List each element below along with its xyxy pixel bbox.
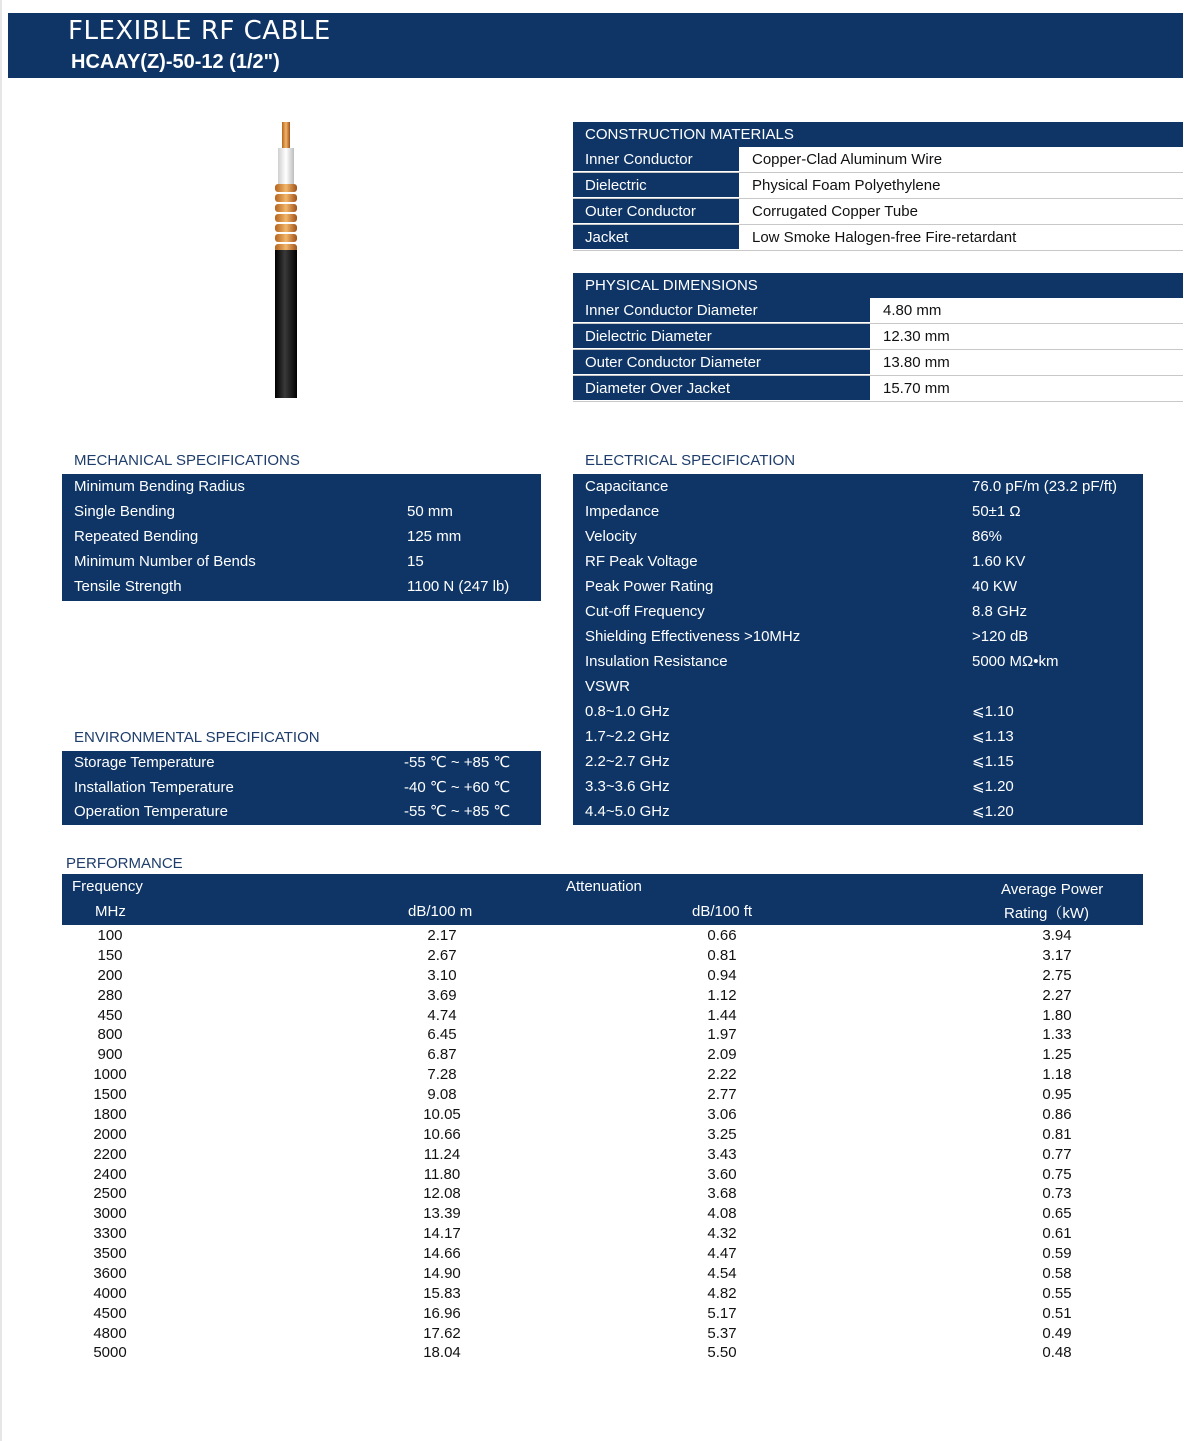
table-row bbox=[573, 699, 1143, 724]
attenuation-db-m-cell: 14.17 bbox=[423, 1225, 461, 1243]
spec-label: Impedance bbox=[585, 503, 660, 520]
average-power-header: Average Power bbox=[1001, 881, 1104, 898]
table-row bbox=[573, 624, 1143, 649]
table-row bbox=[62, 1045, 1143, 1065]
attenuation-db-ft-cell: 3.25 bbox=[707, 1125, 737, 1143]
spec-label: Storage Temperature bbox=[74, 754, 215, 771]
frequency-cell: 900 bbox=[97, 1046, 123, 1064]
frequency-cell: 4800 bbox=[93, 1324, 127, 1342]
table-row bbox=[62, 1025, 1143, 1045]
physical-dimensions-table bbox=[573, 273, 1183, 402]
attenuation-db-ft-cell: 5.37 bbox=[707, 1324, 737, 1342]
frequency-cell: 2200 bbox=[93, 1145, 127, 1163]
table-row bbox=[62, 800, 541, 825]
spec-value: -55 ℃ ~ +85 ℃ bbox=[404, 803, 511, 820]
spec-value: 40 KW bbox=[972, 578, 1018, 595]
spec-label: Cut-off Frequency bbox=[585, 603, 705, 620]
construction-value: Copper-Clad Aluminum Wire bbox=[752, 151, 943, 168]
table-row bbox=[62, 1343, 1143, 1363]
table-row bbox=[62, 776, 541, 801]
average-power-cell: 2.27 bbox=[1042, 986, 1072, 1004]
attenuation-db-ft-cell: 1.97 bbox=[707, 1026, 737, 1044]
average-power-cell: 0.95 bbox=[1042, 1086, 1072, 1103]
construction-key: Inner Conductor bbox=[573, 147, 739, 172]
average-power-cell: 2.75 bbox=[1042, 966, 1072, 984]
spec-value: 8.8 GHz bbox=[972, 603, 1028, 620]
table-row bbox=[573, 474, 1143, 499]
spec-label: 2.2~2.7 GHz bbox=[585, 753, 670, 770]
table-row bbox=[573, 147, 1183, 173]
attenuation-db-m-cell: 15.83 bbox=[423, 1284, 461, 1302]
table-row bbox=[573, 649, 1143, 674]
spec-label: Installation Temperature bbox=[74, 778, 234, 796]
average-power-cell: 0.59 bbox=[1042, 1245, 1072, 1262]
spec-value: >120 dB bbox=[972, 628, 1029, 645]
average-power-cell: 0.51 bbox=[1042, 1304, 1072, 1322]
environmental-specification-table bbox=[62, 751, 541, 825]
table-row bbox=[62, 1304, 1143, 1324]
attenuation-db-ft-cell: 3.68 bbox=[707, 1185, 737, 1203]
spec-label: Velocity bbox=[585, 528, 637, 545]
table-row bbox=[573, 749, 1143, 774]
spec-label: Operation Temperature bbox=[74, 803, 228, 820]
page-header bbox=[8, 13, 1183, 78]
page-left-border bbox=[0, 0, 2, 1441]
frequency-cell: 800 bbox=[97, 1026, 123, 1044]
spec-label: Shielding Effectiveness >10MHz bbox=[585, 628, 801, 645]
table-row bbox=[573, 499, 1143, 524]
spec-value: 76.0 pF/m (23.2 pF/ft) bbox=[972, 478, 1118, 495]
table-row bbox=[62, 1244, 1143, 1264]
attenuation-db-ft-cell: 1.12 bbox=[707, 986, 737, 1004]
table-row bbox=[573, 225, 1183, 251]
attenuation-db-m-cell: 16.96 bbox=[423, 1304, 461, 1322]
spec-value: ⩽1.20 bbox=[972, 778, 1014, 795]
page-title: FLEXIBLE RF CABLE bbox=[68, 16, 331, 46]
construction-title: CONSTRUCTION MATERIALS bbox=[573, 122, 1183, 147]
frequency-cell: 3500 bbox=[93, 1245, 127, 1262]
attenuation-db-ft-cell: 5.17 bbox=[707, 1304, 737, 1322]
table-row bbox=[573, 574, 1143, 599]
construction-materials-table bbox=[573, 122, 1183, 251]
attenuation-db-m-cell: 13.39 bbox=[423, 1205, 461, 1223]
spec-label: Capacitance bbox=[585, 478, 669, 495]
average-power-cell: 0.61 bbox=[1042, 1225, 1072, 1243]
frequency-cell: 4000 bbox=[93, 1284, 127, 1302]
attenuation-db-m-cell: 14.90 bbox=[423, 1264, 461, 1282]
construction-key: Outer Conductor bbox=[573, 199, 739, 224]
average-power-cell: 0.86 bbox=[1042, 1105, 1072, 1123]
spec-value: -55 ℃ ~ +85 ℃ bbox=[404, 754, 511, 771]
frequency-cell: 2500 bbox=[93, 1185, 127, 1203]
attenuation-db-m-cell: 11.24 bbox=[423, 1145, 461, 1163]
environmental-title: ENVIRONMENTAL SPECIFICATION bbox=[74, 729, 320, 746]
frequency-cell: 4500 bbox=[93, 1304, 127, 1322]
attenuation-db-ft-cell: 0.81 bbox=[707, 946, 737, 964]
average-power-cell: 3.17 bbox=[1042, 946, 1072, 964]
mechanical-specifications-table bbox=[62, 474, 541, 601]
db-per-100ft-header: dB/100 ft bbox=[692, 903, 753, 920]
frequency-cell: 3600 bbox=[93, 1264, 127, 1282]
frequency-cell: 5000 bbox=[93, 1344, 127, 1362]
table-row bbox=[62, 926, 1143, 946]
spec-label: 3.3~3.6 GHz bbox=[585, 778, 670, 795]
spec-value: ⩽1.13 bbox=[972, 728, 1014, 745]
table-row bbox=[573, 199, 1183, 225]
table-row bbox=[62, 574, 541, 599]
average-power-cell: 0.65 bbox=[1042, 1205, 1072, 1223]
construction-value: Low Smoke Halogen-free Fire-retardant bbox=[752, 229, 1017, 246]
average-power-cell: 1.33 bbox=[1042, 1026, 1072, 1044]
frequency-header: Frequency bbox=[72, 878, 143, 895]
attenuation-db-m-cell: 3.10 bbox=[427, 966, 457, 984]
table-row bbox=[62, 946, 1143, 966]
frequency-cell: 280 bbox=[97, 986, 123, 1004]
spec-value: 15 bbox=[407, 553, 424, 570]
spec-label: Single Bending bbox=[74, 503, 175, 520]
average-power-cell: 0.73 bbox=[1042, 1185, 1072, 1203]
attenuation-db-m-cell: 6.87 bbox=[427, 1046, 457, 1064]
construction-key: Dielectric bbox=[573, 173, 739, 198]
frequency-cell: 3300 bbox=[93, 1225, 127, 1243]
attenuation-db-m-cell: 7.28 bbox=[427, 1066, 457, 1084]
construction-value: Corrugated Copper Tube bbox=[752, 203, 918, 220]
attenuation-db-ft-cell: 4.54 bbox=[707, 1264, 737, 1282]
table-row bbox=[62, 1006, 1143, 1026]
table-row bbox=[62, 1105, 1143, 1125]
average-power-cell: 0.49 bbox=[1042, 1324, 1072, 1342]
attenuation-db-ft-cell: 4.82 bbox=[707, 1284, 737, 1302]
average-power-cell: 0.58 bbox=[1042, 1264, 1072, 1282]
spec-value: 5000 MΩ•km bbox=[972, 653, 1059, 670]
attenuation-db-ft-cell: 2.77 bbox=[707, 1086, 737, 1103]
attenuation-db-ft-cell: 3.60 bbox=[707, 1165, 737, 1183]
frequency-cell: 1000 bbox=[93, 1066, 127, 1084]
electrical-title: ELECTRICAL SPECIFICATION bbox=[585, 452, 796, 469]
table-row bbox=[62, 966, 1143, 986]
spec-label: Tensile Strength bbox=[74, 578, 182, 595]
attenuation-db-ft-cell: 2.09 bbox=[707, 1046, 737, 1064]
frequency-cell: 2000 bbox=[93, 1125, 127, 1143]
attenuation-db-m-cell: 2.17 bbox=[427, 927, 457, 944]
table-row bbox=[573, 799, 1143, 824]
power-rating-header: Rating（kW) bbox=[1004, 905, 1090, 922]
attenuation-db-m-cell: 4.74 bbox=[427, 1006, 457, 1024]
spec-label: Repeated Bending bbox=[74, 528, 199, 545]
table-row bbox=[62, 1184, 1143, 1204]
physical-value: 13.80 mm bbox=[883, 354, 950, 371]
attenuation-db-m-cell: 6.45 bbox=[427, 1026, 457, 1044]
attenuation-db-ft-cell: 0.66 bbox=[707, 927, 737, 944]
physical-title: PHYSICAL DIMENSIONS bbox=[573, 273, 1183, 298]
attenuation-db-m-cell: 17.62 bbox=[423, 1324, 461, 1342]
table-row bbox=[62, 1065, 1143, 1085]
construction-key: Jacket bbox=[573, 225, 739, 250]
average-power-cell: 1.18 bbox=[1042, 1066, 1072, 1084]
performance-title: PERFORMANCE bbox=[66, 855, 183, 872]
table-row bbox=[62, 1125, 1143, 1145]
spec-value: ⩽1.10 bbox=[972, 703, 1014, 720]
attenuation-db-ft-cell: 4.47 bbox=[707, 1245, 737, 1262]
physical-value: 15.70 mm bbox=[883, 380, 950, 397]
average-power-cell: 1.25 bbox=[1042, 1046, 1072, 1064]
table-row bbox=[62, 986, 1143, 1006]
spec-label: RF Peak Voltage bbox=[585, 553, 698, 570]
performance-table-header bbox=[62, 874, 1143, 925]
attenuation-db-m-cell: 14.66 bbox=[423, 1245, 461, 1262]
attenuation-db-ft-cell: 2.22 bbox=[707, 1066, 737, 1084]
spec-value: ⩽1.20 bbox=[972, 803, 1014, 820]
spec-value: ⩽1.15 bbox=[972, 753, 1014, 770]
physical-key: Inner Conductor Diameter bbox=[573, 298, 870, 323]
table-row bbox=[62, 524, 541, 549]
table-row bbox=[573, 324, 1183, 350]
table-row bbox=[573, 599, 1143, 624]
table-row bbox=[573, 774, 1143, 799]
attenuation-db-m-cell: 2.67 bbox=[427, 946, 457, 964]
table-row bbox=[62, 1085, 1143, 1105]
attenuation-db-ft-cell: 5.50 bbox=[707, 1344, 737, 1362]
table-row bbox=[573, 724, 1143, 749]
physical-value: 12.30 mm bbox=[883, 328, 950, 345]
average-power-cell: 1.80 bbox=[1042, 1006, 1072, 1024]
table-row bbox=[573, 524, 1143, 549]
db-per-100m-header: dB/100 m bbox=[408, 903, 473, 920]
table-row bbox=[62, 549, 541, 574]
attenuation-db-m-cell: 10.66 bbox=[423, 1125, 461, 1143]
electrical-specification-table bbox=[573, 474, 1143, 825]
table-row bbox=[573, 674, 1143, 699]
attenuation-db-ft-cell: 1.44 bbox=[707, 1006, 737, 1024]
average-power-cell: 0.81 bbox=[1042, 1125, 1072, 1143]
attenuation-db-ft-cell: 0.94 bbox=[707, 966, 737, 984]
table-row bbox=[62, 499, 541, 524]
attenuation-db-m-cell: 3.69 bbox=[427, 986, 457, 1004]
table-row bbox=[62, 1165, 1143, 1185]
attenuation-db-ft-cell: 4.32 bbox=[707, 1225, 737, 1243]
spec-label: Peak Power Rating bbox=[585, 578, 714, 595]
attenuation-header: Attenuation bbox=[566, 878, 642, 895]
spec-value: 86% bbox=[972, 528, 1003, 545]
attenuation-db-m-cell: 9.08 bbox=[427, 1086, 457, 1103]
spec-value: 50±1 Ω bbox=[972, 503, 1021, 520]
attenuation-db-m-cell: 10.05 bbox=[423, 1105, 461, 1123]
table-row bbox=[62, 1224, 1143, 1244]
frequency-cell: 1800 bbox=[93, 1105, 127, 1123]
average-power-cell: 0.75 bbox=[1042, 1165, 1072, 1183]
spec-label: 4.4~5.0 GHz bbox=[585, 803, 670, 820]
table-row bbox=[62, 1324, 1143, 1344]
spec-value: 125 mm bbox=[407, 528, 462, 545]
frequency-cell: 200 bbox=[97, 966, 123, 984]
spec-label: Minimum Number of Bends bbox=[74, 553, 256, 570]
average-power-cell: 3.94 bbox=[1042, 927, 1072, 944]
mhz-header: MHz bbox=[95, 903, 126, 920]
model-number: HCAAY(Z)-50-12 (1/2") bbox=[71, 51, 280, 73]
performance-table-body bbox=[62, 926, 1143, 1363]
average-power-cell: 0.55 bbox=[1042, 1284, 1072, 1302]
construction-value: Physical Foam Polyethylene bbox=[752, 177, 941, 194]
table-row bbox=[62, 1284, 1143, 1304]
frequency-cell: 2400 bbox=[93, 1165, 127, 1183]
spec-label: 1.7~2.2 GHz bbox=[585, 728, 670, 745]
attenuation-db-ft-cell: 3.06 bbox=[707, 1105, 737, 1123]
spec-label: Minimum Bending Radius bbox=[74, 478, 245, 495]
spec-value: 1.60 KV bbox=[972, 553, 1026, 570]
physical-key: Diameter Over Jacket bbox=[573, 376, 870, 401]
table-row bbox=[62, 474, 541, 499]
frequency-cell: 150 bbox=[97, 946, 123, 964]
spec-label: VSWR bbox=[585, 678, 630, 695]
table-row bbox=[62, 1145, 1143, 1165]
attenuation-db-ft-cell: 4.08 bbox=[707, 1205, 737, 1223]
mechanical-title: MECHANICAL SPECIFICATIONS bbox=[74, 452, 300, 469]
table-row bbox=[62, 1264, 1143, 1284]
physical-value: 4.80 mm bbox=[883, 302, 942, 319]
spec-value: 50 mm bbox=[407, 503, 453, 520]
table-row bbox=[573, 298, 1183, 324]
spec-value: 1100 N (247 lb) bbox=[407, 578, 510, 595]
attenuation-db-ft-cell: 3.43 bbox=[707, 1145, 737, 1163]
attenuation-db-m-cell: 11.80 bbox=[423, 1165, 461, 1183]
spec-value: -40 ℃ ~ +60 ℃ bbox=[404, 778, 511, 796]
spec-label: Insulation Resistance bbox=[585, 653, 728, 670]
attenuation-db-m-cell: 18.04 bbox=[423, 1344, 461, 1362]
frequency-cell: 100 bbox=[97, 927, 123, 944]
attenuation-db-m-cell: 12.08 bbox=[423, 1185, 461, 1203]
table-row bbox=[573, 350, 1183, 376]
table-row bbox=[62, 751, 541, 776]
cable-image bbox=[250, 118, 320, 400]
table-row bbox=[573, 173, 1183, 199]
table-row bbox=[62, 1204, 1143, 1224]
average-power-cell: 0.77 bbox=[1042, 1145, 1072, 1163]
frequency-cell: 1500 bbox=[93, 1086, 127, 1103]
table-row bbox=[573, 376, 1183, 402]
physical-key: Outer Conductor Diameter bbox=[573, 350, 870, 375]
table-row bbox=[573, 549, 1143, 574]
frequency-cell: 450 bbox=[97, 1006, 123, 1024]
frequency-cell: 3000 bbox=[93, 1205, 127, 1223]
average-power-cell: 0.48 bbox=[1042, 1344, 1072, 1362]
physical-key: Dielectric Diameter bbox=[573, 324, 870, 349]
spec-label: 0.8~1.0 GHz bbox=[585, 703, 670, 720]
